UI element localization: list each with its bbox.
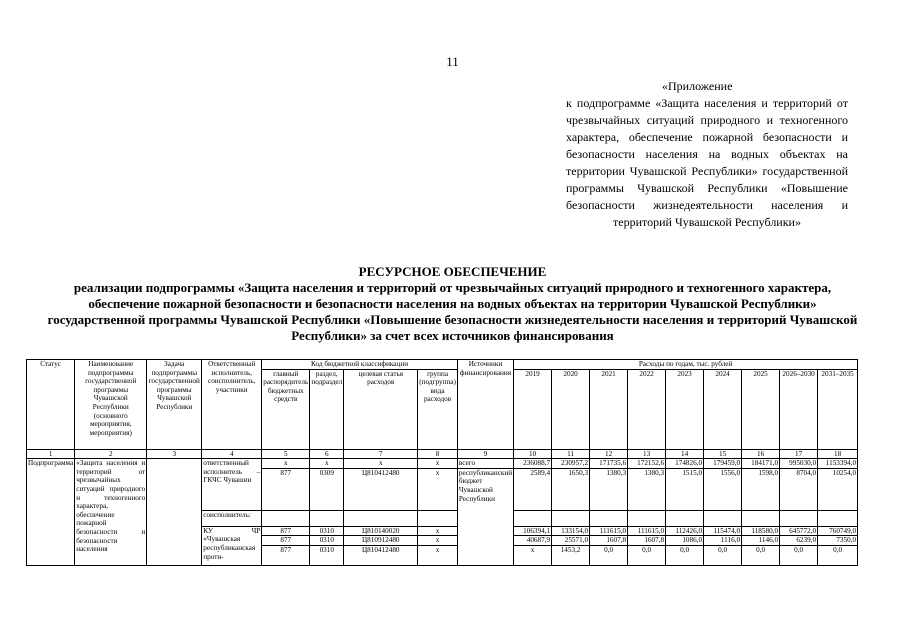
- value-cell: 171735,6: [590, 459, 628, 469]
- column-number: 2: [75, 449, 147, 459]
- value-cell: 0,0: [628, 545, 666, 565]
- column-number: 13: [628, 449, 666, 459]
- value-cell: 10254,0: [818, 468, 858, 510]
- column-number: 1: [27, 449, 75, 459]
- value-cell: 1086,0: [666, 536, 704, 546]
- value-cell: 111615,0: [590, 526, 628, 536]
- empty-cell: [628, 510, 666, 526]
- empty-cell: [590, 510, 628, 526]
- value-cell: 112426,0: [666, 526, 704, 536]
- header-source: Источники финансирования: [457, 360, 513, 450]
- value-cell: 1607,8: [590, 536, 628, 546]
- column-number: 16: [742, 449, 780, 459]
- value-cell: 1515,0: [666, 468, 704, 510]
- code-cel-cell: Ц810912480: [344, 536, 418, 546]
- header-year: 2026–2030: [780, 369, 818, 449]
- code-razdel-cell: 0310: [310, 526, 344, 536]
- column-number: 11: [552, 449, 590, 459]
- source-cell: всего: [457, 459, 513, 469]
- appendix-first-line: «Приложение: [662, 79, 733, 93]
- column-number: 7: [344, 449, 418, 459]
- header-year: 2019: [514, 369, 552, 449]
- value-cell: 1607,8: [628, 536, 666, 546]
- code-razdel-cell: 0310: [310, 536, 344, 546]
- code-razdel-cell: x: [310, 459, 344, 469]
- column-numbers-row: [27, 449, 858, 459]
- document-title: [40, 264, 865, 344]
- header-responsible: Ответственный исполнитель, соисполнитель, участники: [202, 360, 262, 450]
- header-years-group: Расходы по годам, тыс. рублей: [514, 360, 858, 370]
- title-subtitle: реализации подпрограммы «Защита населения и территорий от чрезвычайных ситуаций природного и техногенного характера, обеспечение пожарной безопасности и безопасности населения на водных объектах на территории Чувашской Республики» государственной программы Чувашской Республики «Повышение безопасности жизнедеятельности населения и территорий Чувашской Республики» за счет всех источников финансирования: [47, 280, 858, 343]
- header-year: 2020: [552, 369, 590, 449]
- value-cell: 115474,0: [704, 526, 742, 536]
- empty-cell: [310, 510, 344, 526]
- value-cell: 184171,0: [742, 459, 780, 469]
- header-year: 2025: [742, 369, 780, 449]
- value-cell: 0,0: [666, 545, 704, 565]
- header-task: Задача подпрограммы государственной программы Чувашской Республики: [147, 360, 202, 450]
- empty-cell: [666, 510, 704, 526]
- column-number: 4: [202, 449, 262, 459]
- responsible-cell: ответственный исполнитель – ГКЧС Чувашии: [202, 459, 262, 511]
- value-cell: 172152,6: [628, 459, 666, 469]
- empty-cell: [262, 510, 310, 526]
- value-cell: 236088,7: [514, 459, 552, 469]
- value-cell: 2589,4: [514, 468, 552, 510]
- empty-cell: [742, 510, 780, 526]
- source-cell: республиканский бюджет Чувашской Республики: [457, 468, 513, 565]
- header-status: Статус: [27, 360, 75, 450]
- empty-cell: [780, 510, 818, 526]
- value-cell: 1556,0: [704, 468, 742, 510]
- value-cell: 111615,0: [628, 526, 666, 536]
- header-code-razdel: раздел, подраздел: [310, 369, 344, 449]
- resource-table: [26, 359, 858, 566]
- column-number: 12: [590, 449, 628, 459]
- code-grp-cell: x: [418, 459, 458, 469]
- value-cell: 174826,0: [666, 459, 704, 469]
- appendix-body: к подпрограмме «Защита населения и территорий от чрезвычайных ситуаций природного и техногенного характера, обеспечение пожарной безопасности и безопасности населения на водных объектах на территории Чувашской Республики» государственной программы Чувашской Республики «Повышение безопасности жизнедеятельности населения и территорий Чувашской Республики»: [566, 96, 848, 229]
- program-name-cell: «Защита населения и территорий от чрезвычайных ситуаций природного и техногенного характера, обеспечение пожарной безопасности и безопасности населения: [75, 459, 147, 566]
- empty-cell: [552, 510, 590, 526]
- code-grp-cell: x: [418, 526, 458, 536]
- code-razdel-cell: 0310: [310, 545, 344, 565]
- empty-cell: [704, 510, 742, 526]
- code-gl-cell: 877: [262, 536, 310, 546]
- header-code-cel: целевая статья расходов: [344, 369, 418, 449]
- empty-cell: [514, 510, 552, 526]
- column-number: 14: [666, 449, 704, 459]
- value-cell: 230957,2: [552, 459, 590, 469]
- code-grp-cell: x: [418, 536, 458, 546]
- value-cell: 1146,0: [742, 536, 780, 546]
- value-cell: 0,0: [780, 545, 818, 565]
- empty-cell: [818, 510, 858, 526]
- value-cell: x: [514, 545, 552, 565]
- header-code-gl: главный распорядитель бюджетных средств: [262, 369, 310, 449]
- value-cell: 1650,3: [552, 468, 590, 510]
- column-number: 17: [780, 449, 818, 459]
- header-year: 2031–2035: [818, 369, 858, 449]
- value-cell: 1153394,0: [818, 459, 858, 469]
- responsible-cell: КУ ЧР «Чувашская республиканская проти-: [202, 526, 262, 565]
- value-cell: 6239,0: [780, 536, 818, 546]
- header-code-group: Код бюджетной классификации: [262, 360, 458, 370]
- title-heading: РЕСУРСНОЕ ОБЕСПЕЧЕНИЕ: [358, 264, 547, 279]
- column-number: 9: [457, 449, 513, 459]
- code-grp-cell: x: [418, 468, 458, 510]
- value-cell: 645772,0: [780, 526, 818, 536]
- appendix-note: [566, 78, 848, 231]
- value-cell: 0,0: [590, 545, 628, 565]
- header-name: Наименование подпрограммы государственной программы Чувашской Республики (основного мероприятия, мероприятия): [75, 360, 147, 450]
- code-cel-cell: x: [344, 459, 418, 469]
- column-number: 10: [514, 449, 552, 459]
- value-cell: 0,0: [818, 545, 858, 565]
- code-cel-cell: Ц810412480: [344, 468, 418, 510]
- code-grp-cell: x: [418, 545, 458, 565]
- header-code-grp: группа (подгруппа) вида расходов: [418, 369, 458, 449]
- code-cel-cell: Ц810412480: [344, 545, 418, 565]
- value-cell: 7350,0: [818, 536, 858, 546]
- header-year: 2023: [666, 369, 704, 449]
- empty-cell: [344, 510, 418, 526]
- value-cell: 8704,0: [780, 468, 818, 510]
- value-cell: 1380,3: [628, 468, 666, 510]
- value-cell: 40687,9: [514, 536, 552, 546]
- column-number: 3: [147, 449, 202, 459]
- column-number: 6: [310, 449, 344, 459]
- value-cell: 133154,0: [552, 526, 590, 536]
- value-cell: 179459,0: [704, 459, 742, 469]
- value-cell: 106394,1: [514, 526, 552, 536]
- column-number: 18: [818, 449, 858, 459]
- value-cell: 995030,0: [780, 459, 818, 469]
- value-cell: 118580,0: [742, 526, 780, 536]
- value-cell: 1453,2: [552, 545, 590, 565]
- value-cell: 1380,3: [590, 468, 628, 510]
- responsible-cell: соисполнитель:: [202, 510, 262, 526]
- table-row: [27, 459, 858, 469]
- value-cell: 760749,0: [818, 526, 858, 536]
- task-cell: [147, 459, 202, 566]
- code-gl-cell: 877: [262, 545, 310, 565]
- status-cell: Подпрограмма: [27, 459, 75, 566]
- value-cell: 0,0: [742, 545, 780, 565]
- column-number: 5: [262, 449, 310, 459]
- value-cell: 0,0: [704, 545, 742, 565]
- column-number: 15: [704, 449, 742, 459]
- code-gl-cell: 877: [262, 468, 310, 510]
- code-razdel-cell: 0309: [310, 468, 344, 510]
- header-year: 2022: [628, 369, 666, 449]
- value-cell: 1116,0: [704, 536, 742, 546]
- empty-cell: [418, 510, 458, 526]
- value-cell: 25571,0: [552, 536, 590, 546]
- column-number: 8: [418, 449, 458, 459]
- header-year: 2021: [590, 369, 628, 449]
- code-gl-cell: x: [262, 459, 310, 469]
- value-cell: 1598,0: [742, 468, 780, 510]
- code-cel-cell: Ц810140020: [344, 526, 418, 536]
- header-year: 2024: [704, 369, 742, 449]
- page-number: 11: [446, 54, 459, 69]
- code-gl-cell: 877: [262, 526, 310, 536]
